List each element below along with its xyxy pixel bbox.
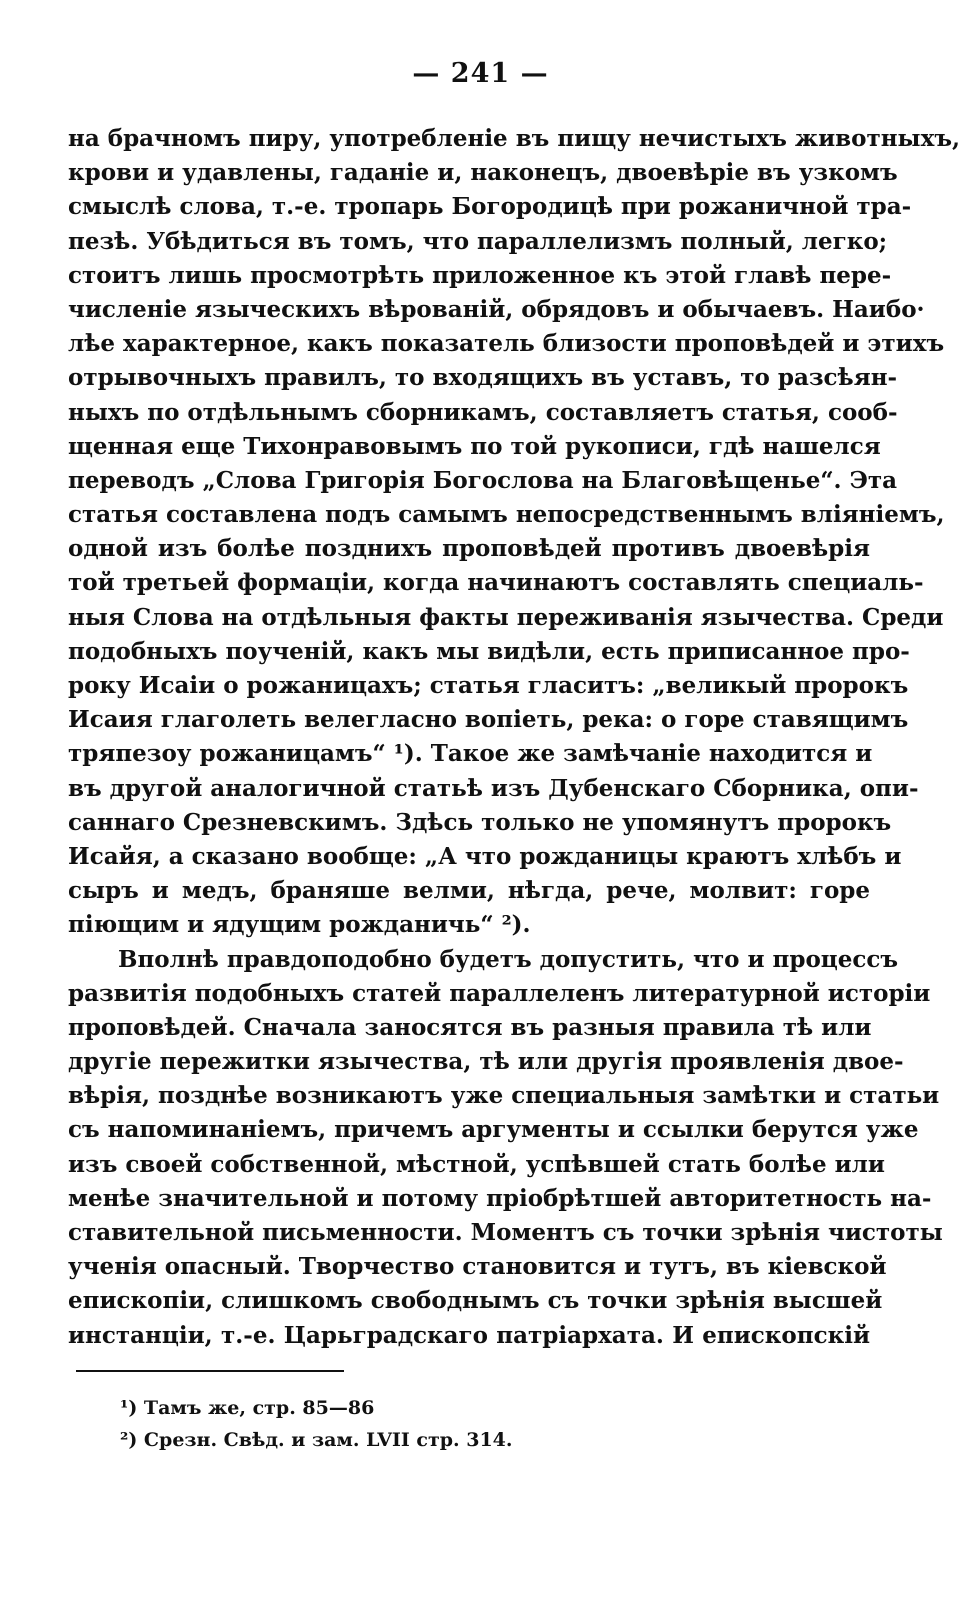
text-line: численіе языческихъ вѣрованій, обрядовъ и обычаевъ. Наибо· xyxy=(68,295,925,323)
text-line: другіе пережитки язычества, тѣ или другія проявленія двое- xyxy=(68,1048,904,1076)
text-line: Исайя, а сказано вообще: „А что рожданицы краютъ хлѣбъ и xyxy=(68,842,902,870)
footnotes xyxy=(120,1392,820,1456)
text-line: ныя Слова на отдѣльныя факты переживанія язычества. Среди xyxy=(68,603,944,631)
text-line: саннаго Срезневскимъ. Здѣсь только не упомянутъ пророкъ xyxy=(68,808,892,836)
paragraph-1 xyxy=(68,122,960,943)
body-text xyxy=(68,122,960,1353)
text-line: отрывочныхъ правилъ, то входящихъ въ уставъ, то разсѣян- xyxy=(68,364,898,392)
text-line: щенная еще Тихонравовымъ по той рукописи, гдѣ нашелся xyxy=(68,432,881,460)
text-line: развитія подобныхъ статей параллеленъ литературной исторіи xyxy=(68,979,931,1007)
text-line: съ напоминаніемъ, причемъ аргументы и ссылки берутся уже xyxy=(68,1116,919,1144)
text-line: той третьей формаціи, когда начинаютъ составлять специаль- xyxy=(68,569,924,597)
text-line: Исаия глаголеть велегласно вопіеть, река: о горе ставящимъ xyxy=(68,706,909,734)
text-line: пезѣ. Убѣдиться въ томъ, что параллелизмъ полный, легко; xyxy=(68,227,888,255)
text-line: року Исаіи о рожаницахъ; статья гласитъ: „великый пророкъ xyxy=(68,672,909,699)
text-line: подобныхъ поученій, какъ мы видѣли, есть приписанное про- xyxy=(68,637,910,665)
footnote-1: ¹) Тамъ же, стр. 85—86 xyxy=(120,1397,375,1419)
text-line: тряпезоу рожаницамъ“ ¹). Такое же замѣчаніе находится и xyxy=(68,740,873,768)
footnote-2: ²) Срезн. Свѣд. и зам. LVII стр. 314. xyxy=(120,1429,513,1451)
text-line: ученія опасный. Творчество становится и тутъ, въ кіевской xyxy=(68,1253,887,1281)
text-line: смыслѣ слова, т.-е. тропарь Богородицѣ при рожаничной тра- xyxy=(68,193,912,221)
text-line: въ другой аналогичной статьѣ изъ Дубенскаго Сборника, опи- xyxy=(68,774,919,802)
text-line: на брачномъ пиру, употребленіе въ пищу нечистыхъ животныхъ, xyxy=(68,125,960,152)
text-line: вѣрія, позднѣе возникаютъ уже специальныя замѣтки и статьи xyxy=(68,1082,940,1110)
text-line: крови и удавлены, гаданіе и, наконецъ, двоевѣріе въ узкомъ xyxy=(68,159,898,187)
text-line: ныхъ по отдѣльнымъ сборникамъ, составляетъ статья, сооб- xyxy=(68,398,898,426)
text-line: статья составлена подъ самымъ непосредственнымъ вліяніемъ, xyxy=(68,501,945,529)
text-line: изъ своей собственной, мѣстной, успѣвшей стать болѣе или xyxy=(68,1150,885,1178)
text-line: ставительной письменности. Моментъ съ точки зрѣнія чистоты xyxy=(68,1219,943,1246)
text-line: лѣе характерное, какъ показатель близости проповѣдей и этихъ xyxy=(68,330,945,358)
text-line: Вполнѣ правдоподобно будетъ допустить, что и процессъ xyxy=(118,945,899,973)
paragraph-2 xyxy=(68,943,943,1353)
text-line: сыръ и медъ, браняше велми, нѣгда, рече, молвит: горе xyxy=(68,877,870,905)
footnote-divider xyxy=(76,1370,344,1372)
text-line: епископіи, слишкомъ свободнымъ съ точки зрѣнія высшей xyxy=(68,1287,883,1315)
text-line: піющим и ядущим рожданичь“ ²). xyxy=(68,911,531,939)
text-line: менѣе значительной и потому пріобрѣтшей авторитетность на- xyxy=(68,1184,932,1212)
text-line: инстанціи, т.-е. Царьградскаго патріархата. И епископскій xyxy=(68,1321,870,1349)
text-line: проповѣдей. Сначала заносятся въ разныя правила тѣ или xyxy=(68,1013,872,1041)
text-line: стоитъ лишь просмотрѣть приложенное къ этой главѣ пере- xyxy=(68,261,892,289)
page-number: — 241 — xyxy=(412,58,549,89)
text-line: переводъ „Слова Григорія Богослова на Благовѣщенье“. Эта xyxy=(68,466,898,494)
text-line: одной изъ болѣе позднихъ проповѣдей противъ двоевѣрія xyxy=(68,535,870,563)
